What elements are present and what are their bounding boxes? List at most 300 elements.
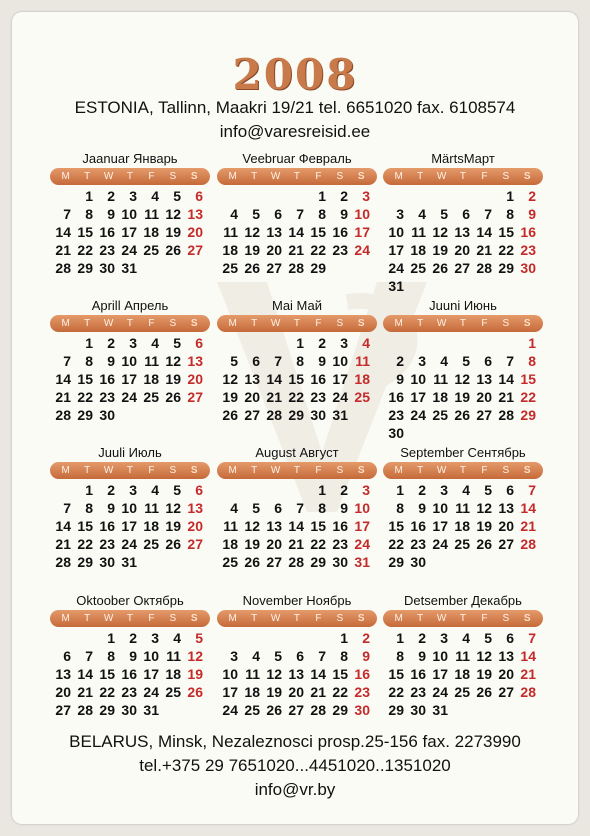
empty-cell <box>451 334 473 352</box>
day-cell: 8 <box>318 500 326 516</box>
weekday-label: M <box>394 465 403 476</box>
day-cell: 4 <box>462 630 470 646</box>
weekday-label: S <box>502 465 510 476</box>
day-cell: 23 <box>388 407 404 423</box>
day-cell: 9 <box>418 648 426 664</box>
day-cell: 27 <box>288 702 304 718</box>
day-cell: 13 <box>266 224 282 240</box>
weekday-label: S <box>357 171 365 182</box>
day-cell: 6 <box>506 482 514 498</box>
day-cell: 23 <box>121 684 137 700</box>
day-cell: 18 <box>410 242 426 258</box>
day-cell: 29 <box>99 702 115 718</box>
day-cell: 16 <box>354 666 370 682</box>
weekday-label: S <box>169 613 177 624</box>
day-cell: 27 <box>476 407 492 423</box>
weekday-label: T <box>417 465 424 476</box>
day-cell: 10 <box>121 500 137 516</box>
day-cell: 18 <box>143 224 159 240</box>
day-cell: 23 <box>99 536 115 552</box>
day-cell: 5 <box>173 335 181 351</box>
day-cell: 21 <box>55 242 71 258</box>
day-cell: 1 <box>296 335 304 351</box>
month-name: August Август <box>255 445 339 460</box>
day-cell: 19 <box>476 518 492 534</box>
empty-cell <box>263 334 285 352</box>
weekday-bar <box>217 168 377 185</box>
month-block <box>50 444 210 571</box>
day-cell: 12 <box>266 666 282 682</box>
day-cell: 12 <box>244 224 260 240</box>
day-cell: 21 <box>77 684 93 700</box>
day-cell: 14 <box>55 224 71 240</box>
empty-cell <box>241 334 263 352</box>
day-cell: 6 <box>195 335 203 351</box>
day-cell: 21 <box>266 389 282 405</box>
day-cell: 28 <box>498 407 514 423</box>
day-cell: 22 <box>310 242 326 258</box>
day-cell: 30 <box>99 407 115 423</box>
day-cell: 26 <box>244 260 260 276</box>
day-cell: 24 <box>222 702 238 718</box>
day-cell: 3 <box>440 630 448 646</box>
empty-cell <box>219 187 241 205</box>
month-block <box>383 150 543 295</box>
day-cell: 10 <box>143 648 159 664</box>
day-cell: 22 <box>388 684 404 700</box>
day-cell: 19 <box>244 536 260 552</box>
weekday-label: S <box>357 465 365 476</box>
day-cell: 3 <box>129 188 137 204</box>
day-cell: 22 <box>332 684 348 700</box>
day-cell: 6 <box>274 500 282 516</box>
empty-cell <box>429 187 451 205</box>
day-grid <box>383 629 543 719</box>
day-cell: 15 <box>77 371 93 387</box>
weekday-label: T <box>251 318 258 329</box>
day-cell: 26 <box>244 554 260 570</box>
day-cell: 25 <box>143 242 159 258</box>
day-cell: 18 <box>222 242 238 258</box>
weekday-bar <box>50 462 210 479</box>
weekday-label: W <box>103 171 114 182</box>
day-cell: 22 <box>310 536 326 552</box>
day-grid <box>50 629 210 719</box>
empty-cell <box>429 334 451 352</box>
day-cell: 10 <box>432 648 448 664</box>
day-cell: 17 <box>410 389 426 405</box>
day-cell: 4 <box>230 500 238 516</box>
day-cell: 18 <box>143 518 159 534</box>
empty-cell <box>451 187 473 205</box>
day-grid <box>217 334 377 424</box>
day-cell: 5 <box>440 206 448 222</box>
weekday-label: S <box>169 318 177 329</box>
empty-cell <box>407 334 429 352</box>
day-cell: 11 <box>166 648 181 664</box>
estonia-address: ESTONIA, Tallinn, Maakri 19/21 tel. 6651020 fax. 6108574 <box>74 98 516 117</box>
empty-cell <box>473 334 495 352</box>
day-cell: 22 <box>77 536 93 552</box>
day-cell: 11 <box>355 353 370 369</box>
day-cell: 3 <box>362 188 370 204</box>
day-cell: 15 <box>520 371 536 387</box>
weekday-label: S <box>336 171 344 182</box>
day-cell: 26 <box>165 242 181 258</box>
month-name: September Сентябрь <box>400 445 526 460</box>
empty-cell <box>219 334 241 352</box>
weekday-bar <box>383 168 543 185</box>
weekday-label: S <box>502 171 510 182</box>
day-cell: 24 <box>410 407 426 423</box>
month-name: Detsember Декабрь <box>404 593 522 608</box>
day-cell: 21 <box>310 684 326 700</box>
day-cell: 18 <box>454 666 470 682</box>
day-cell: 18 <box>222 536 238 552</box>
weekday-label: W <box>436 613 447 624</box>
day-cell: 17 <box>143 666 159 682</box>
day-grid <box>50 187 210 277</box>
day-cell: 13 <box>498 500 514 516</box>
day-cell: 27 <box>498 536 514 552</box>
day-cell: 30 <box>99 554 115 570</box>
day-cell: 22 <box>77 389 93 405</box>
belarus-email[interactable]: info@vr.by <box>254 780 336 799</box>
day-cell: 28 <box>55 554 71 570</box>
day-cell: 11 <box>223 224 238 240</box>
weekday-label: W <box>436 465 447 476</box>
weekday-label: F <box>481 465 488 476</box>
day-cell: 16 <box>520 224 536 240</box>
day-cell: 10 <box>410 371 426 387</box>
day-cell: 25 <box>244 702 260 718</box>
day-cell: 23 <box>310 389 326 405</box>
day-cell: 18 <box>143 371 159 387</box>
weekday-label: M <box>228 318 237 329</box>
day-cell: 3 <box>340 335 348 351</box>
day-cell: 16 <box>99 518 115 534</box>
day-cell: 26 <box>165 536 181 552</box>
weekday-label: T <box>126 171 134 182</box>
weekday-label: S <box>336 318 344 329</box>
day-cell: 31 <box>143 702 159 718</box>
day-cell: 25 <box>354 389 370 405</box>
day-grid <box>50 481 210 571</box>
day-cell: 20 <box>266 242 282 258</box>
day-cell: 24 <box>332 389 348 405</box>
weekday-label: T <box>293 171 301 182</box>
weekday-label: T <box>417 318 424 329</box>
day-cell: 9 <box>107 500 115 516</box>
day-cell: 2 <box>318 335 326 351</box>
day-cell: 5 <box>173 482 181 498</box>
day-cell: 10 <box>354 206 370 222</box>
weekday-label: W <box>270 318 281 329</box>
weekday-label: M <box>61 465 70 476</box>
day-cell: 6 <box>296 648 304 664</box>
day-cell: 10 <box>332 353 348 369</box>
day-cell: 7 <box>506 353 514 369</box>
weekday-label: F <box>148 318 155 329</box>
day-cell: 28 <box>476 260 492 276</box>
day-cell: 24 <box>143 684 159 700</box>
day-cell: 20 <box>55 684 71 700</box>
day-cell: 1 <box>396 482 404 498</box>
weekday-label: S <box>523 318 531 329</box>
day-cell: 26 <box>266 702 282 718</box>
weekday-label: M <box>394 171 403 182</box>
day-cell: 3 <box>129 335 137 351</box>
day-cell: 23 <box>410 536 426 552</box>
day-cell: 14 <box>520 648 536 664</box>
day-cell: 26 <box>432 260 448 276</box>
day-cell: 22 <box>388 536 404 552</box>
day-cell: 9 <box>107 206 115 222</box>
day-cell: 8 <box>396 648 404 664</box>
weekday-label: T <box>84 171 91 182</box>
day-cell: 20 <box>187 518 203 534</box>
day-cell: 8 <box>85 206 93 222</box>
day-cell: 26 <box>187 684 203 700</box>
empty-cell <box>52 629 74 647</box>
day-cell: 28 <box>55 260 71 276</box>
day-cell: 24 <box>121 242 137 258</box>
weekday-label: T <box>251 171 258 182</box>
weekday-label: W <box>270 613 281 624</box>
day-cell: 11 <box>144 500 159 516</box>
day-cell: 25 <box>454 684 470 700</box>
day-cell: 16 <box>410 666 426 682</box>
day-cell: 15 <box>388 666 404 682</box>
day-cell: 20 <box>244 389 260 405</box>
weekday-label: F <box>148 613 155 624</box>
day-cell: 25 <box>410 260 426 276</box>
day-cell: 20 <box>498 518 514 534</box>
day-cell: 17 <box>388 242 404 258</box>
day-cell: 17 <box>432 518 448 534</box>
weekday-label: T <box>126 613 134 624</box>
day-cell: 29 <box>498 260 514 276</box>
day-cell: 3 <box>396 206 404 222</box>
day-cell: 4 <box>173 630 181 646</box>
day-cell: 22 <box>77 242 93 258</box>
day-cell: 3 <box>418 353 426 369</box>
empty-cell <box>219 629 241 647</box>
month-name: Jaanuar Январь <box>82 151 178 166</box>
month-name: Veebruar Февраль <box>242 151 352 166</box>
day-cell: 13 <box>55 666 71 682</box>
empty-cell <box>285 481 307 499</box>
day-cell: 30 <box>410 554 426 570</box>
day-cell: 26 <box>476 684 492 700</box>
day-cell: 28 <box>310 702 326 718</box>
day-cell: 29 <box>288 407 304 423</box>
day-cell: 20 <box>288 684 304 700</box>
day-cell: 27 <box>55 702 71 718</box>
day-cell: 8 <box>85 500 93 516</box>
weekday-label: W <box>103 465 114 476</box>
day-cell: 24 <box>388 260 404 276</box>
day-cell: 7 <box>63 353 71 369</box>
day-cell: 24 <box>354 536 370 552</box>
day-cell: 16 <box>99 224 115 240</box>
day-cell: 8 <box>528 353 536 369</box>
day-cell: 28 <box>55 407 71 423</box>
day-cell: 2 <box>129 630 137 646</box>
empty-cell <box>241 481 263 499</box>
day-cell: 5 <box>230 353 238 369</box>
day-cell: 5 <box>274 648 282 664</box>
day-cell: 1 <box>506 188 514 204</box>
day-cell: 17 <box>121 518 137 534</box>
day-cell: 14 <box>520 500 536 516</box>
month-name: Juuni Июнь <box>429 298 497 313</box>
day-cell: 10 <box>121 353 137 369</box>
day-cell: 16 <box>332 518 348 534</box>
day-cell: 12 <box>244 518 260 534</box>
day-cell: 29 <box>388 702 404 718</box>
month-block <box>383 592 543 719</box>
day-cell: 2 <box>418 630 426 646</box>
day-cell: 4 <box>252 648 260 664</box>
belarus-address: BELARUS, Minsk, Nezaleznosci prosp.25-156 fax. 2273990 <box>69 732 521 751</box>
day-cell: 15 <box>288 371 304 387</box>
day-cell: 20 <box>476 389 492 405</box>
month-block <box>50 592 210 719</box>
day-cell: 11 <box>411 224 426 240</box>
day-cell: 4 <box>362 335 370 351</box>
weekday-label: T <box>126 318 134 329</box>
day-cell: 5 <box>252 206 260 222</box>
weekday-label: M <box>228 613 237 624</box>
day-cell: 8 <box>107 648 115 664</box>
day-cell: 7 <box>528 630 536 646</box>
weekday-label: F <box>481 318 488 329</box>
day-cell: 14 <box>310 666 326 682</box>
day-cell: 2 <box>528 188 536 204</box>
day-cell: 15 <box>332 666 348 682</box>
empty-cell <box>241 187 263 205</box>
day-cell: 20 <box>266 536 282 552</box>
day-cell: 10 <box>222 666 238 682</box>
day-cell: 11 <box>245 666 260 682</box>
day-cell: 13 <box>187 206 203 222</box>
day-cell: 16 <box>310 371 326 387</box>
month-name: MärtsМарт <box>431 151 495 166</box>
day-cell: 16 <box>332 224 348 240</box>
day-cell: 21 <box>288 536 304 552</box>
day-cell: 7 <box>296 206 304 222</box>
day-cell: 10 <box>121 206 137 222</box>
day-cell: 14 <box>266 371 282 387</box>
day-cell: 2 <box>107 335 115 351</box>
day-cell: 31 <box>121 554 137 570</box>
day-cell: 3 <box>440 482 448 498</box>
empty-cell <box>307 629 329 647</box>
weekday-label: F <box>315 318 322 329</box>
day-cell: 12 <box>187 648 203 664</box>
weekday-label: T <box>84 465 91 476</box>
weekday-label: T <box>126 465 134 476</box>
weekday-label: T <box>251 613 258 624</box>
day-cell: 29 <box>388 554 404 570</box>
day-cell: 2 <box>362 630 370 646</box>
day-cell: 22 <box>498 242 514 258</box>
day-cell: 5 <box>252 500 260 516</box>
day-cell: 10 <box>432 500 448 516</box>
day-cell: 15 <box>77 518 93 534</box>
month-name: Juuli Июль <box>98 445 162 460</box>
empty-cell <box>385 334 407 352</box>
weekday-label: S <box>523 465 531 476</box>
day-cell: 27 <box>187 242 203 258</box>
day-cell: 23 <box>99 242 115 258</box>
weekday-label: S <box>336 613 344 624</box>
weekday-label: S <box>190 171 198 182</box>
day-cell: 8 <box>506 206 514 222</box>
day-cell: 8 <box>340 648 348 664</box>
day-cell: 22 <box>288 389 304 405</box>
empty-cell <box>285 187 307 205</box>
weekday-label: F <box>481 613 488 624</box>
day-cell: 13 <box>187 353 203 369</box>
day-cell: 19 <box>266 684 282 700</box>
day-cell: 28 <box>520 684 536 700</box>
day-cell: 4 <box>151 335 159 351</box>
day-cell: 7 <box>85 648 93 664</box>
empty-cell <box>263 187 285 205</box>
weekday-label: T <box>459 613 467 624</box>
weekday-label: M <box>394 613 403 624</box>
day-cell: 11 <box>433 371 448 387</box>
day-cell: 30 <box>332 554 348 570</box>
estonia-email[interactable]: info@varesreisid.ee <box>219 122 371 141</box>
day-cell: 11 <box>144 206 159 222</box>
day-cell: 12 <box>476 500 492 516</box>
day-cell: 2 <box>340 188 348 204</box>
day-cell: 25 <box>454 536 470 552</box>
day-cell: 2 <box>107 482 115 498</box>
day-cell: 27 <box>498 684 514 700</box>
day-cell: 13 <box>244 371 260 387</box>
weekday-label: W <box>103 613 114 624</box>
day-cell: 21 <box>520 666 536 682</box>
day-cell: 30 <box>520 260 536 276</box>
belarus-phones: tel.+375 29 7651020...4451020..1351020 <box>139 756 451 775</box>
day-cell: 6 <box>63 648 71 664</box>
weekday-label: S <box>523 613 531 624</box>
day-cell: 20 <box>454 242 470 258</box>
weekday-label: S <box>190 318 198 329</box>
day-cell: 4 <box>462 482 470 498</box>
day-cell: 4 <box>151 188 159 204</box>
day-cell: 16 <box>410 518 426 534</box>
empty-cell <box>263 629 285 647</box>
month-name: Mai Май <box>271 298 323 313</box>
day-cell: 22 <box>520 389 536 405</box>
day-cell: 7 <box>528 482 536 498</box>
weekday-bar <box>217 610 377 627</box>
day-cell: 31 <box>354 554 370 570</box>
empty-cell <box>52 187 74 205</box>
day-cell: 1 <box>396 630 404 646</box>
day-cell: 24 <box>121 536 137 552</box>
day-cell: 24 <box>432 684 448 700</box>
day-cell: 23 <box>520 242 536 258</box>
day-cell: 1 <box>340 630 348 646</box>
day-cell: 3 <box>362 482 370 498</box>
day-cell: 29 <box>77 407 93 423</box>
